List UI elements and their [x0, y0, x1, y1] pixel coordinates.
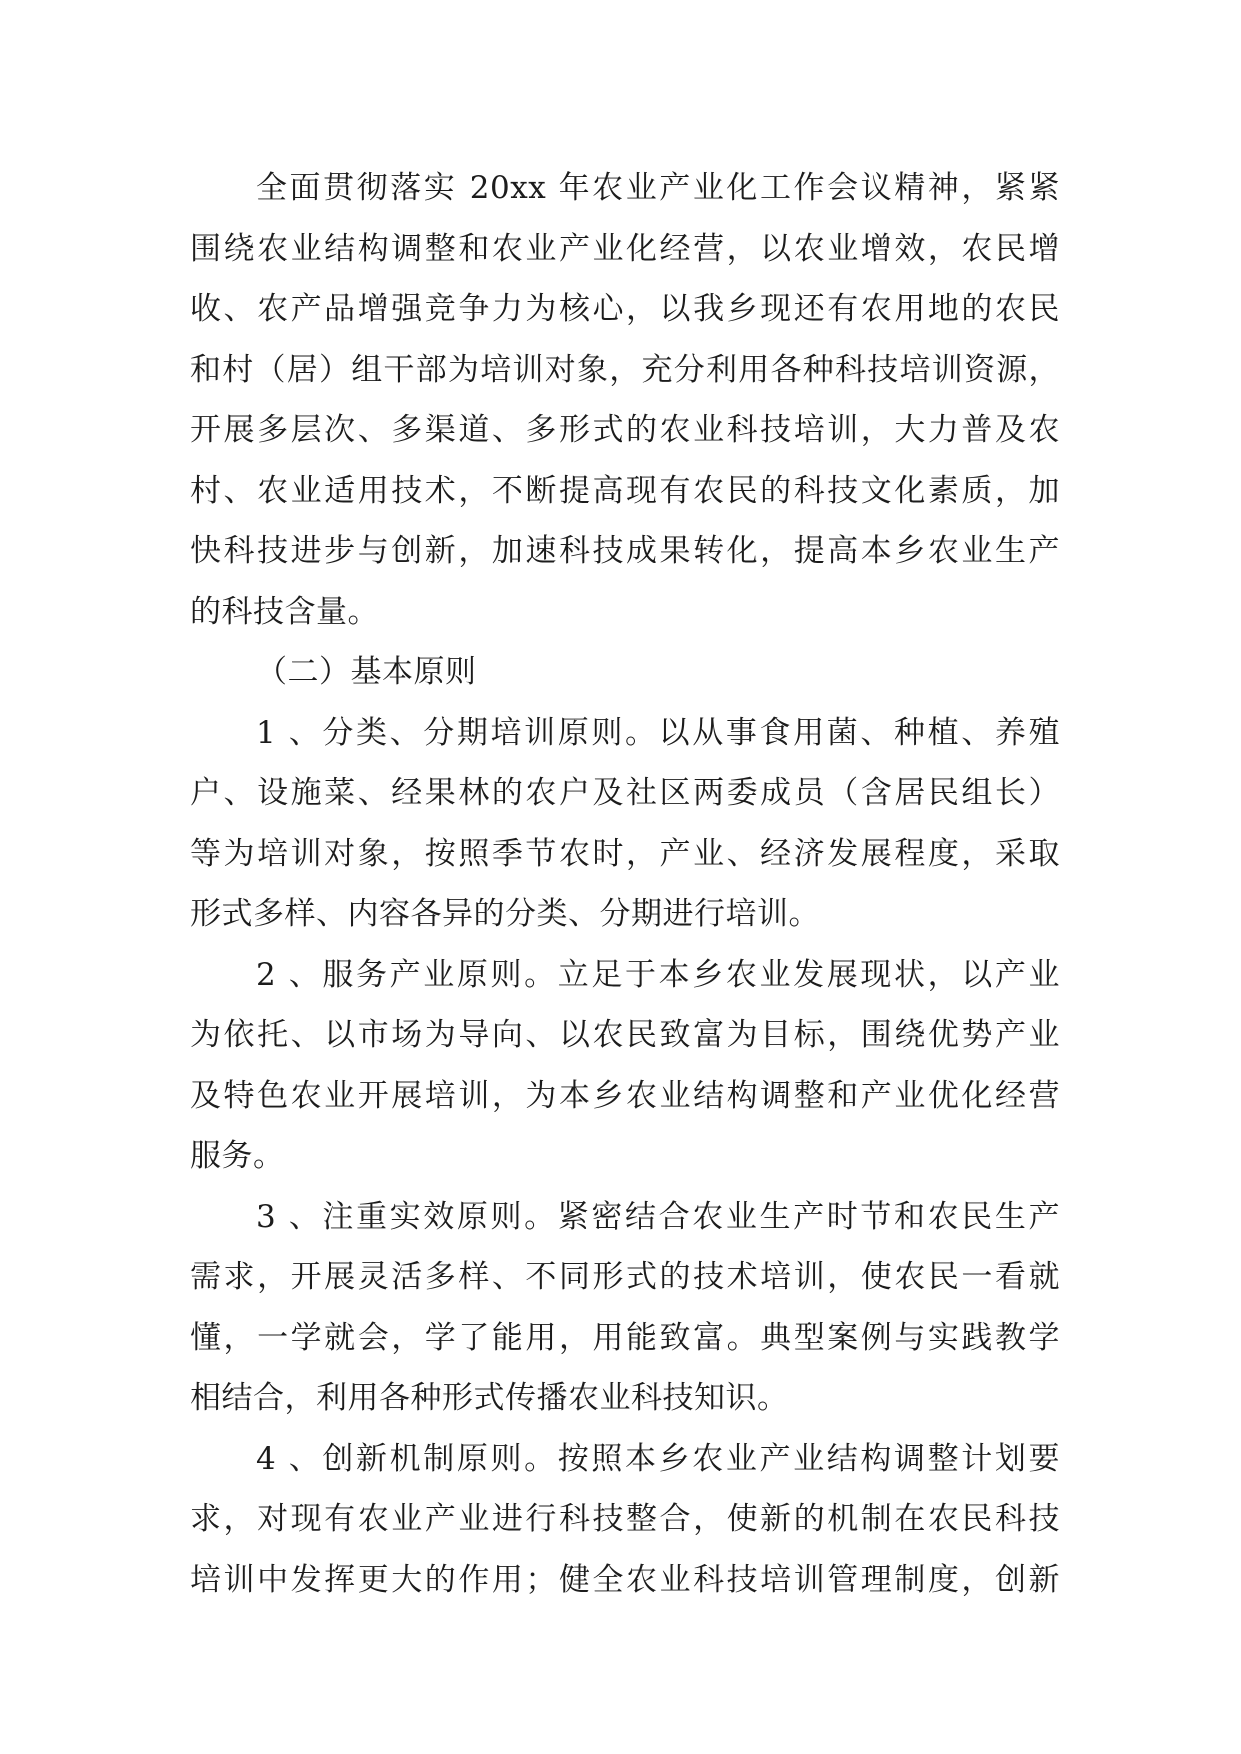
text-line: 村、农业适用技术，不断提高现有农民的科技文化素质，加	[190, 472, 1060, 509]
section-heading: （二）基本原则	[256, 654, 477, 690]
text-line: 收、农产品增强竞争力为核心，以我乡现还有农用地的农民	[190, 291, 1060, 327]
text-line: 懂，一学就会，学了能用，用能致富。典型案例与实践教学	[190, 1319, 1060, 1356]
text-line: 4 、创新机制原则。按照本乡农业产业结构调整计划要	[256, 1440, 1060, 1477]
text-line: 的科技含量。	[190, 593, 379, 630]
text-line: 户、设施菜、经果林的农户及社区两委成员（含居民组长）	[190, 775, 1060, 811]
text-line: 快科技进步与创新，加速科技成果转化，提高本乡农业生产	[190, 533, 1060, 569]
text-line: 1 、分类、分期培训原则。以从事食用菌、种植、养殖	[256, 714, 1060, 751]
text-line: 需求，开展灵活多样、不同形式的技术培训，使农民一看就	[190, 1259, 1060, 1295]
text-line: 求，对现有农业产业进行科技整合，使新的机制在农民科技	[190, 1501, 1060, 1537]
text-line: 围绕农业结构调整和农业产业化经营，以农业增效，农民增	[190, 230, 1060, 267]
text-line: 相结合，利用各种形式传播农业科技知识。	[190, 1380, 789, 1416]
text-line: 开展多层次、多渠道、多形式的农业科技培训，大力普及农	[190, 412, 1060, 448]
text-line: 及特色农业开展培训，为本乡农业结构调整和产业优化经营	[190, 1077, 1060, 1114]
text-line: 服务。	[190, 1138, 285, 1174]
text-line: 2 、服务产业原则。立足于本乡农业发展现状，以产业	[256, 956, 1060, 993]
text-line: 形式多样、内容各异的分类、分期进行培训。	[190, 896, 820, 932]
text-line: 和村（居）组干部为培训对象，充分利用各种科技培训资源，	[190, 351, 1060, 388]
text-line: 为依托、以市场为导向、以农民致富为目标，围绕优势产业	[190, 1017, 1060, 1053]
text-line: 培训中发挥更大的作用；健全农业科技培训管理制度，创新	[190, 1561, 1060, 1598]
text-line: 等为培训对象，按照季节农时，产业、经济发展程度，采取	[190, 835, 1060, 872]
text-line: 3 、注重实效原则。紧密结合农业生产时节和农民生产	[256, 1198, 1060, 1235]
text-line: 全面贯彻落实 20xx 年农业产业化工作会议精神，紧紧	[256, 170, 1060, 206]
document-body	[190, 158, 1060, 1610]
